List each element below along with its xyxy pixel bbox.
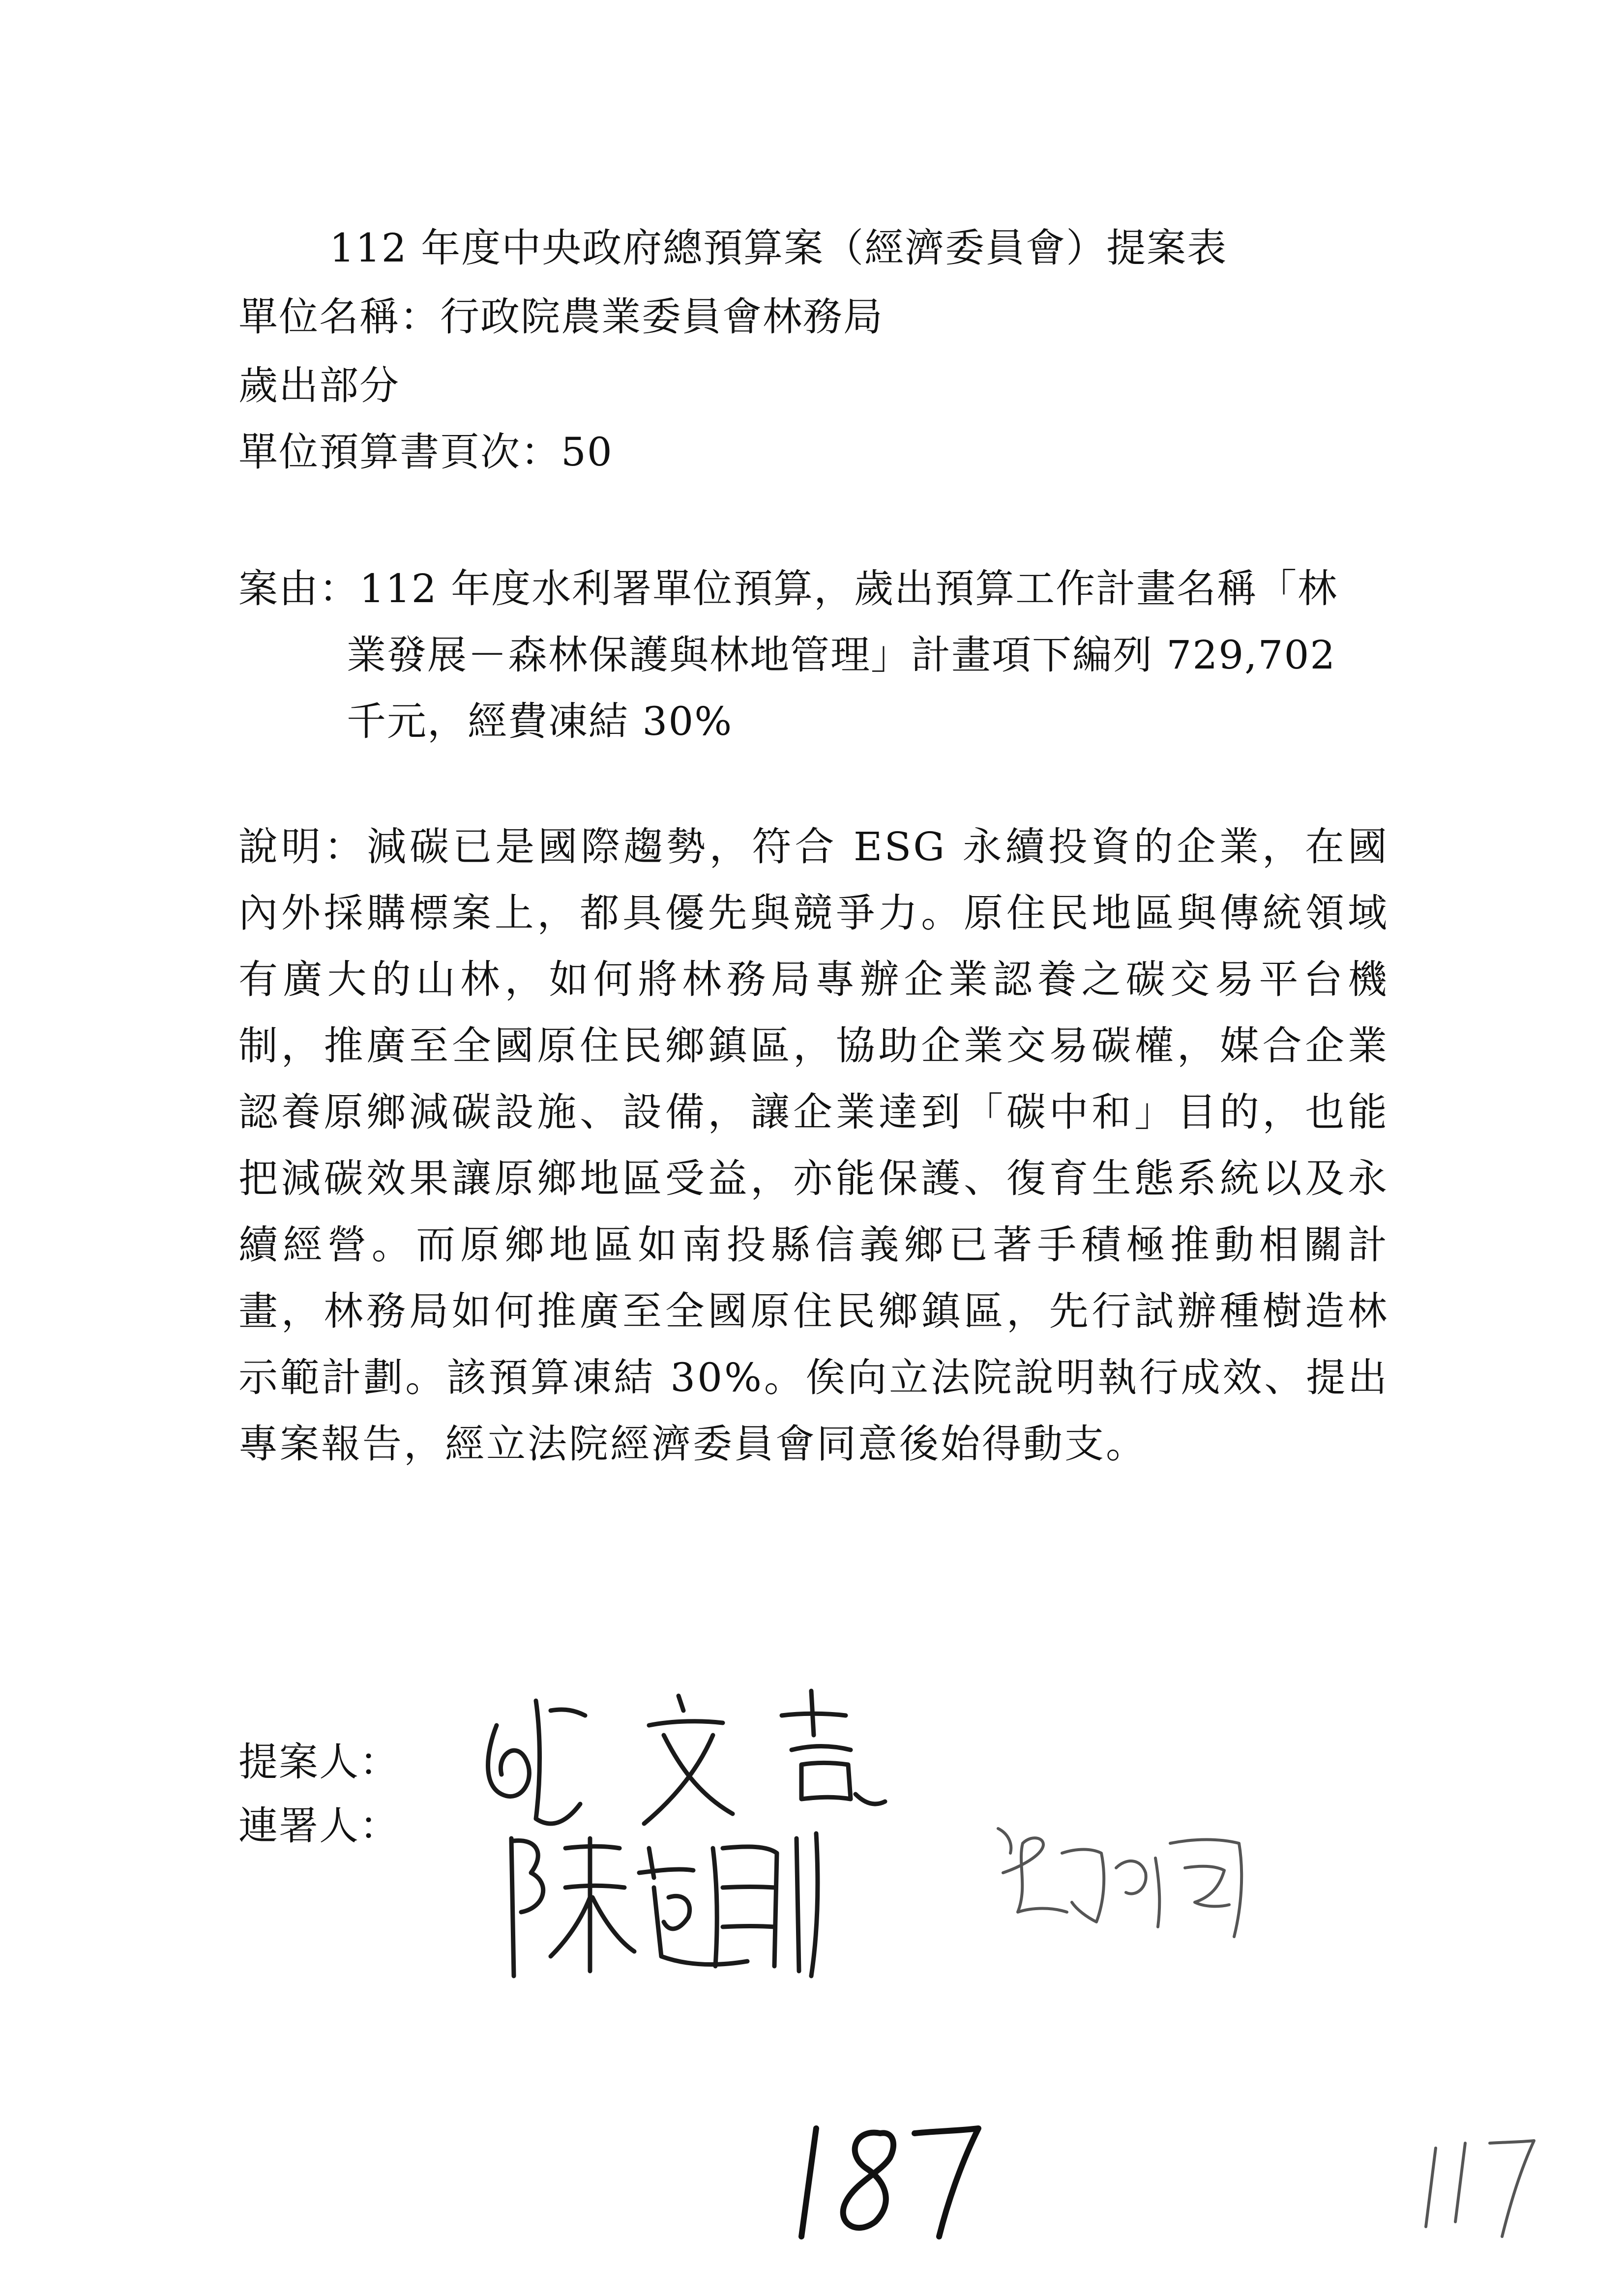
unit-name: 單位名稱：行政院農業委員會林務局 [238,294,884,340]
budget-page-ref: 單位預算書頁次：50 [238,429,613,475]
section-label: 歲出部分 [238,363,400,408]
cosigner-signature-2 [988,1809,1273,1956]
description-paragraph: 說明：減碳已是國際趨勢，符合 ESG 永續投資的企業，在國內外採購標案上，都具優先與競爭力。原住民地區與傳統領域有廣大的山林，如何將林務局專辦企業認養之碳交易平台機制，推廣至全國原住民鄉鎮區，協助企業交易碳權，媒合企業認養原鄉減碳設施、設備，讓企業達到「碳中和」目的，也能把減碳效果讓原鄉地區受益，亦能保護、復育生態系統以及永續經營。而原鄉地區如南投縣信義鄉已著手積極推動相關計畫，林務局如何推廣至全國原住民鄉鎮區，先行試辦種樹造林示範計劃。該預算凍結 30%。俟向立法院說明執行成效、提出專案報告，經立法院經濟委員會同意後始得動支。 [238,824,1389,1467]
case-continuation: 業發展－森林保護與林地管理」計畫項下編列 729,702 千元，經費凍結 30% [347,632,1336,744]
case-first-line: 案由：112 年度水利署單位預算，歲出預算工作計畫名稱「林 [238,566,1338,611]
document-title: 112 年度中央政府總預算案（經濟委員會）提案表 [329,225,1228,271]
proposer-label: 提案人： [238,1739,400,1785]
cosigner-signature-1 [492,1819,846,1986]
cosigner-label: 連署人： [238,1803,400,1849]
page-number-main [782,2099,988,2246]
page-number-corner [1416,2128,1544,2246]
